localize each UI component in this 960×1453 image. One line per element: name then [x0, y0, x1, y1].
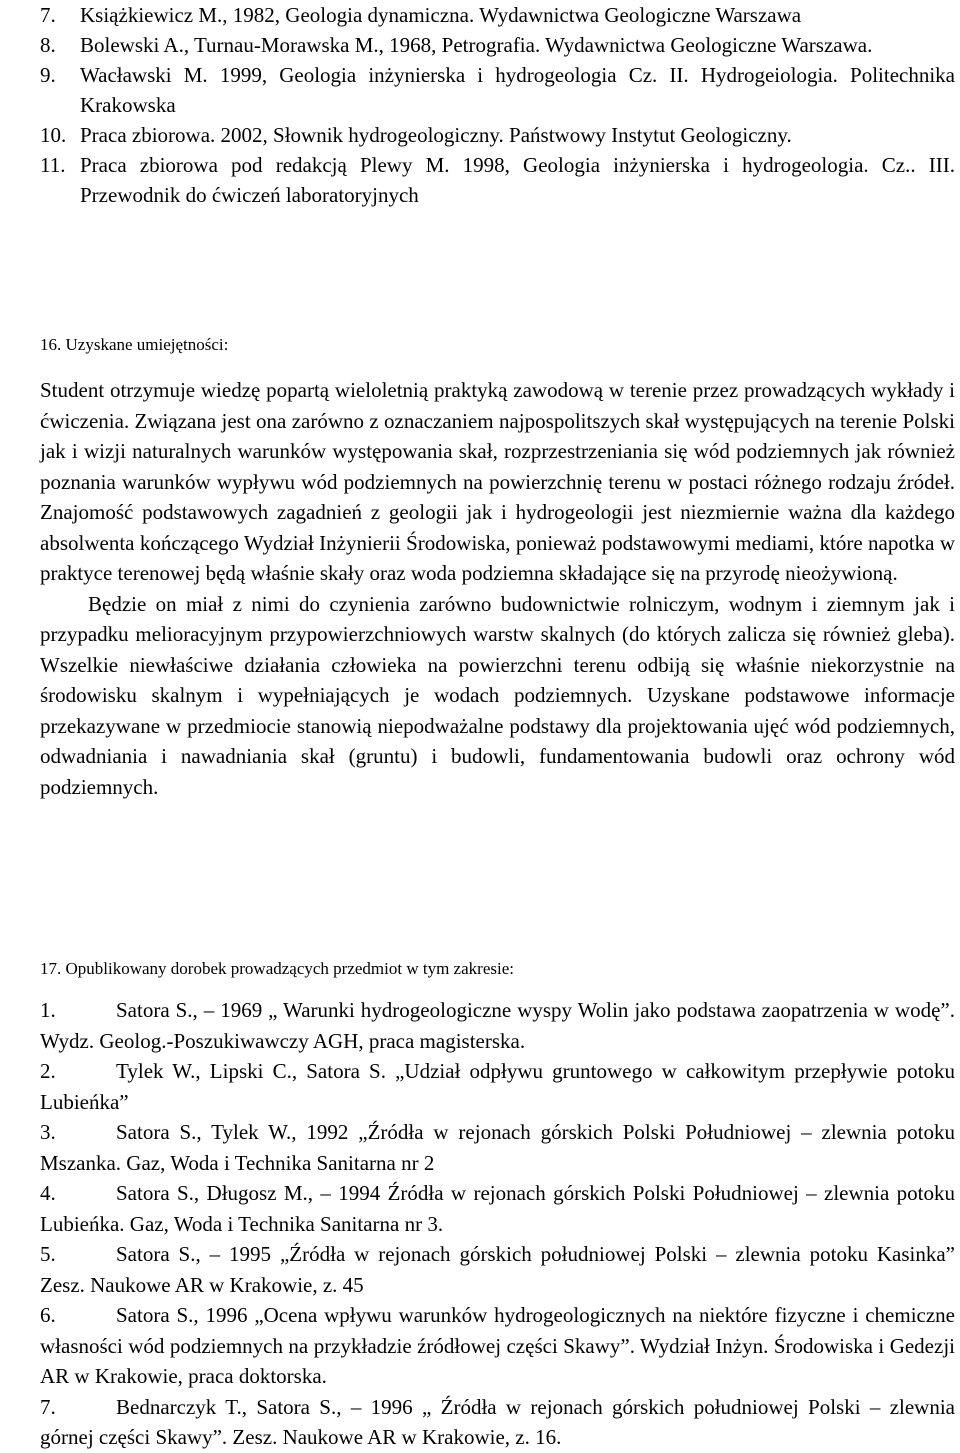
publication-item: [40, 1392, 955, 1453]
publication-number: 4.: [40, 1181, 56, 1205]
reference-number: 10.: [40, 123, 67, 147]
publication-item: [40, 995, 955, 1056]
reference-number: 11.: [40, 153, 66, 177]
publication-number: 1.: [40, 998, 56, 1022]
reference-item: [40, 120, 955, 150]
publication-text: Satora S., Tylek W., 1992 „Źródła w rejonach górskich Polski Południowej – zlewnia potoku Mszanka. Gaz, Woda i Technika Sanitarna nr 2: [40, 1120, 955, 1175]
skills-body: [40, 375, 955, 802]
reference-number: 9.: [40, 63, 56, 87]
reference-item: [40, 60, 955, 120]
reference-text: Praca zbiorowa. 2002, Słownik hydrogeologiczny. Państwowy Instytut Geologiczny.: [80, 123, 792, 147]
reference-text: Książkiewicz M., 1982, Geologia dynamiczna. Wydawnictwa Geologiczne Warszawa: [80, 3, 802, 27]
publication-number: 2.: [40, 1059, 56, 1083]
publication-text: Satora S., Długosz M., – 1994 Źródła w rejonach górskich Polski Południowej – zlewnia potoku Lubieńka. Gaz, Woda i Technika Sanitarna nr 3.: [40, 1181, 955, 1236]
publication-item: [40, 1117, 955, 1178]
reference-number: 7.: [40, 3, 56, 27]
reference-text: Wacławski M. 1999, Geologia inżynierska i hydrogeologia Cz. II. Hydrogeiologia. Politechnika Krakowska: [80, 63, 955, 117]
section-heading-publications: 17. Opublikowany dorobek prowadzących przedmiot w tym zakresie:: [40, 959, 514, 978]
publication-number: 6.: [40, 1303, 56, 1327]
skills-paragraph: Będzie on miał z nimi do czynienia zarówno budownictwie rolniczym, wodnym i ziemnym jak i przypadku melioracyjnym przypowierzchniowych warstw skalnych (do których zalicza się również gleba). Wszelkie niewłaściwe działania człowieka na powierzchni terenu odbiją się właśnie niekorzystnie na środowisku skalnym i wypełniających je wodach podziemnych. Uzyskane podstawowe informacje przekazywane w przedmiocie stanowią niepodważalne podstawy dla projektowania ujęć wód podziemnych, odwadniania i nawadniania skał (gruntu) i budowli, fundamentowania budowli oraz ochrony wód podziemnych.: [40, 591, 955, 799]
publication-number: 3.: [40, 1120, 56, 1144]
publication-number: 5.: [40, 1242, 56, 1266]
publication-item: [40, 1300, 955, 1392]
reference-number: 8.: [40, 33, 56, 57]
publication-text: Satora S., 1996 „Ocena wpływu warunków hydrogeologicznych na niektóre fizyczne i chemiczne własności wód podziemnych na przykładzie źródłowej części Skawy”. Wydział Inżyn. Środowiska i Gedezji AR w Krakowie, praca doktorska.: [40, 1303, 955, 1388]
publication-text: Tylek W., Lipski C., Satora S. „Udział odpływu gruntowego w całkowitym przepływie potoku Lubieńka”: [40, 1059, 955, 1114]
reference-text: Praca zbiorowa pod redakcją Plewy M. 1998, Geologia inżynierska i hydrogeologia. Cz.. III. Przewodnik do ćwiczeń laboratoryjnych: [80, 153, 955, 207]
reference-item: [40, 0, 955, 30]
reference-item: [40, 30, 955, 60]
reference-item: [40, 150, 955, 210]
publication-item: [40, 1178, 955, 1239]
section-heading-skills: 16. Uzyskane umiejętności:: [40, 335, 229, 354]
publication-item: [40, 1056, 955, 1117]
skills-paragraph: Student otrzymuje wiedzę popartą wieloletnią praktyką zawodową w terenie przez prowadzących wykłady i ćwiczenia. Związana jest ona zarówno z oznaczaniem najpospolitszych skał występujących na terenie Polski jak i wizji naturalnych warunków występowania skał, rozprzestrzeniania się wód podziemnych jak również poznania warunków wypływu wód podziemnych na powierzchnię terenu w postaci różnego rodzaju źródeł. Znajomość podstawowych zagadnień z geologii jak i hydrogeologii jest niezmiernie ważna dla każdego absolwenta kończącego Wydział Inżynierii Środowiska, ponieważ podstawowymi mediami, które napotka w praktyce terenowej będą właśnie skały oraz woda podziemna składające się na przyrodę nieożywioną.: [40, 378, 955, 585]
reference-text: Bolewski A., Turnau-Morawska M., 1968, Petrografia. Wydawnictwa Geologiczne Warszawa.: [80, 33, 873, 57]
publication-text: Satora S., – 1995 „Źródła w rejonach górskich południowej Polski – zlewnia potoku Kasinka” Zesz. Naukowe AR w Krakowie, z. 45: [40, 1242, 955, 1297]
reference-list: [40, 0, 955, 210]
publication-item: [40, 1239, 955, 1300]
publication-text: Satora S., – 1969 „ Warunki hydrogeologiczne wyspy Wolin jako podstawa zaopatrzenia w wodę”. Wydz. Geolog.-Poszukiwawczy AGH, praca magisterska.: [40, 998, 955, 1053]
publication-text: Bednarczyk T., Satora S., – 1996 „ Źródła w rejonach górskich południowej Polski – zlewnia górnej części Skawy”. Zesz. Naukowe AR w Krakowie, z. 16.: [40, 1394, 955, 1449]
publication-number: 7.: [40, 1394, 56, 1419]
publication-list: [40, 995, 955, 1453]
